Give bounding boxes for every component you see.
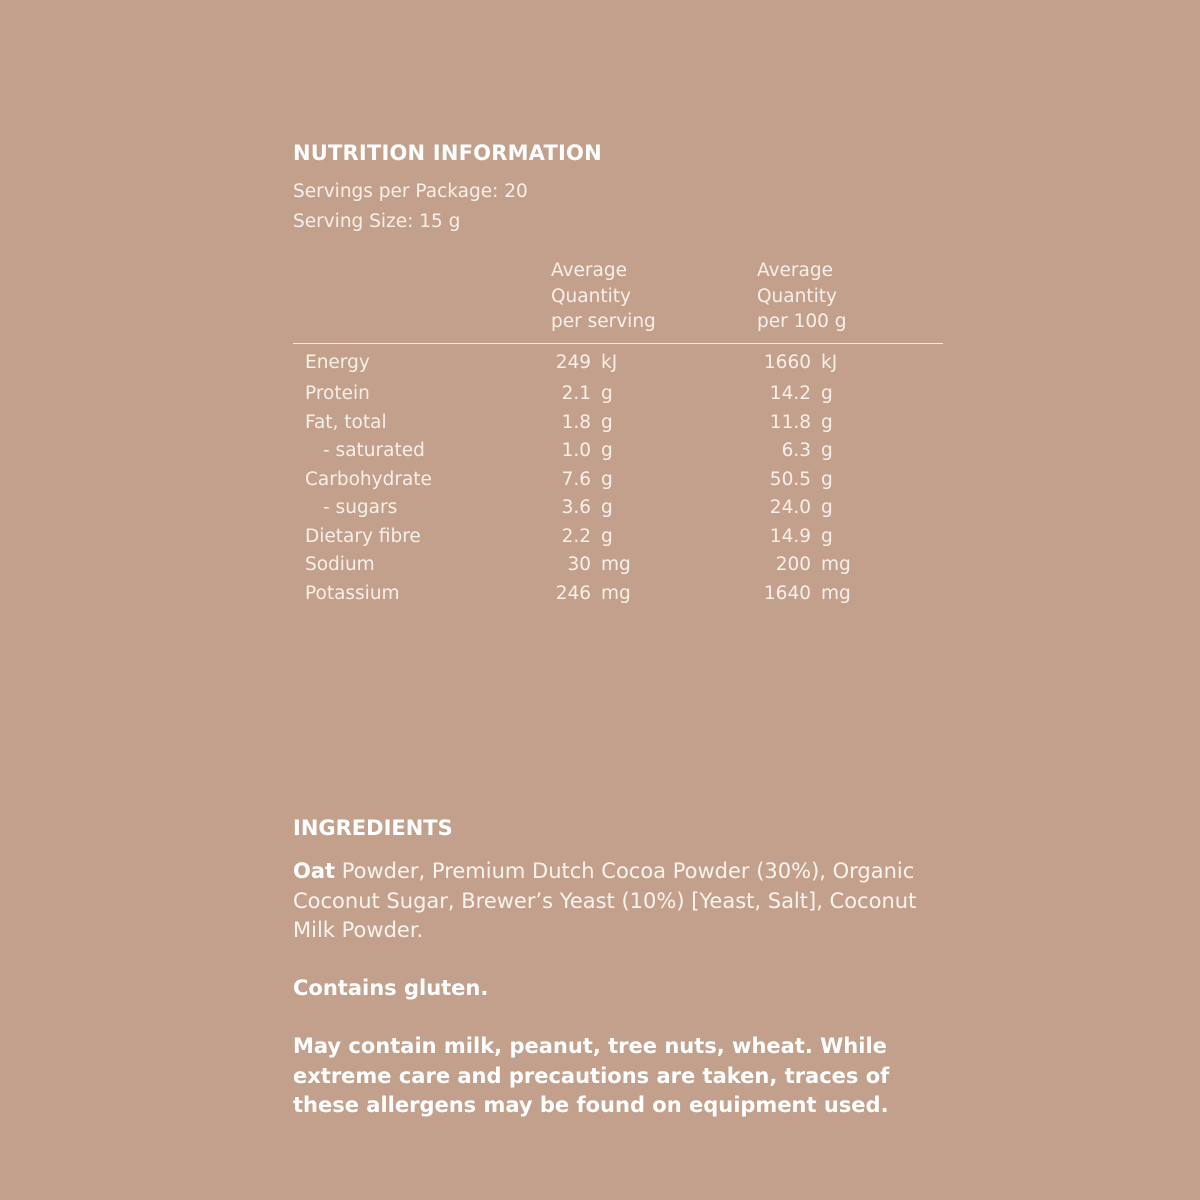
per-100g-unit: g [821, 383, 833, 404]
column-header-line: per 100 g [757, 311, 847, 332]
per-serving-unit: kJ [601, 352, 618, 373]
per-serving-unit: g [601, 468, 613, 490]
table-row [0, 352, 1200, 380]
per-100g-value: 6.3 [781, 440, 811, 461]
per-serving-unit: g [601, 411, 613, 433]
per-serving-unit: g [601, 497, 613, 518]
per-serving-value: 30 [567, 554, 591, 575]
per-serving-value: 246 [555, 582, 591, 604]
nutrition-title: NUTRITION INFORMATION [293, 141, 602, 165]
per-100g-unit: g [821, 411, 833, 433]
ingredients-bold-lead: Oat [293, 859, 336, 883]
per-100g-unit: kJ [821, 352, 838, 373]
table-row [0, 583, 1200, 611]
column-header-line: Average [757, 260, 833, 281]
servings-per-package: Servings per Package: 20 [293, 181, 528, 202]
per-100g-unit: g [821, 497, 833, 518]
per-100g-value: 14.9 [769, 525, 811, 547]
nutrient-name: Carbohydrate [305, 468, 432, 490]
per-serving-unit: mg [601, 554, 631, 575]
per-serving-unit: mg [601, 582, 631, 604]
ingredients-title: INGREDIENTS [293, 816, 453, 840]
column-header-per-serving [551, 258, 656, 335]
per-100g-value: 1640 [763, 582, 811, 604]
per-100g-unit: g [821, 525, 833, 547]
per-100g-value: 200 [775, 554, 811, 575]
contains-statement: Contains gluten. [293, 976, 489, 1000]
nutrient-name: Potassium [305, 582, 400, 604]
nutrient-name: Dietary fibre [305, 525, 421, 547]
column-header-line: Quantity [757, 285, 837, 307]
table-row [0, 526, 1200, 554]
nutrient-name: Sodium [305, 554, 375, 575]
per-serving-value: 7.6 [561, 468, 591, 490]
table-divider [293, 343, 943, 344]
per-100g-unit: g [821, 440, 833, 461]
column-header-per-100g [757, 258, 847, 335]
nutrient-name: Protein [305, 383, 370, 404]
per-serving-value: 249 [555, 352, 591, 373]
nutrient-name: - saturated [323, 440, 425, 461]
per-serving-value: 3.6 [561, 497, 591, 518]
table-row [0, 469, 1200, 497]
per-serving-value: 2.2 [561, 525, 591, 547]
table-row [0, 383, 1200, 411]
ingredients-text: Powder, Premium Dutch Cocoa Powder (30%), Organic Coconut Sugar, Brewer’s Yeast (10%) [Yeast, Salt], Coconut Milk Powder. [293, 859, 917, 942]
per-100g-value: 24.0 [769, 497, 811, 518]
ingredients-list [293, 857, 953, 946]
serving-size: Serving Size: 15 g [293, 211, 461, 232]
per-100g-unit: mg [821, 554, 851, 575]
per-100g-value: 11.8 [769, 411, 811, 433]
per-serving-value: 2.1 [561, 383, 591, 404]
per-serving-value: 1.0 [561, 440, 591, 461]
nutrient-name: Energy [305, 352, 370, 373]
per-100g-value: 50.5 [769, 468, 811, 490]
column-header-line: per serving [551, 311, 656, 332]
per-serving-unit: g [601, 525, 613, 547]
per-100g-unit: mg [821, 582, 851, 604]
per-serving-unit: g [601, 440, 613, 461]
table-row [0, 440, 1200, 468]
nutrient-name: - sugars [323, 497, 398, 518]
table-row [0, 554, 1200, 582]
table-row [0, 497, 1200, 525]
nutrient-name: Fat, total [305, 411, 387, 433]
per-100g-unit: g [821, 468, 833, 490]
table-row [0, 412, 1200, 440]
per-100g-value: 14.2 [769, 383, 811, 404]
per-serving-value: 1.8 [561, 411, 591, 433]
column-header-line: Quantity [551, 285, 631, 307]
may-contain-statement: May contain milk, peanut, tree nuts, wheat. While extreme care and precautions are taken, traces of these allergens may be found on equipment used. [293, 1034, 890, 1117]
column-header-line: Average [551, 260, 627, 281]
per-100g-value: 1660 [763, 352, 811, 373]
per-serving-unit: g [601, 383, 613, 404]
